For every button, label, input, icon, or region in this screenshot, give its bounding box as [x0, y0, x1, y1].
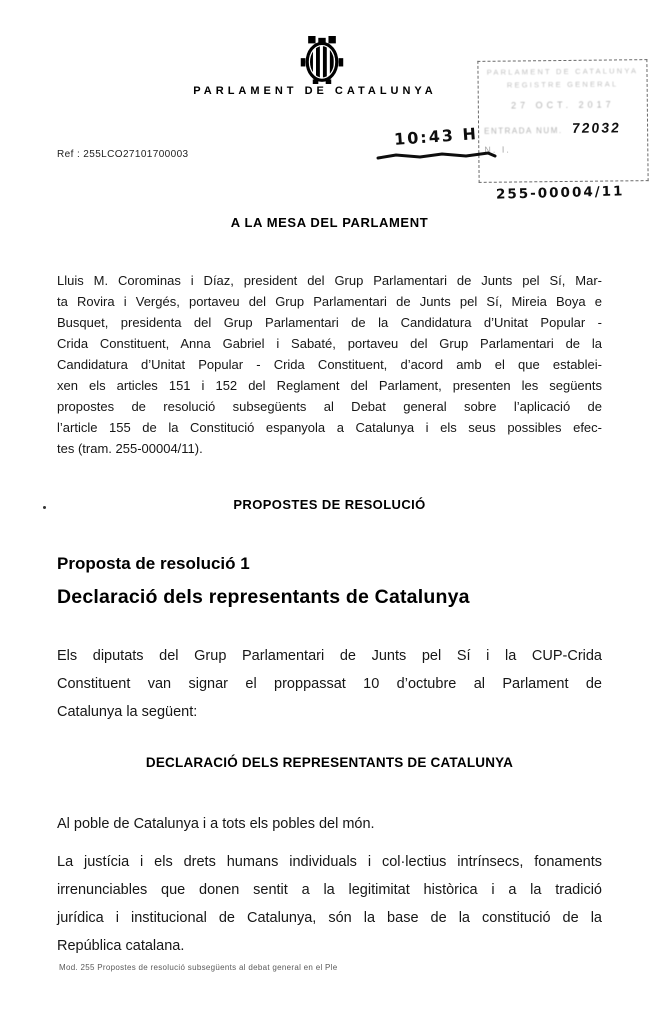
justicia-line: jurídica i institucional de Catalunya, són la base de la constitució de la	[57, 910, 602, 926]
stamp-faded-line1: PARLAMENT DE CATALUNYA	[486, 66, 639, 77]
signing-paragraph	[57, 642, 602, 726]
intro-line: propostes de resolució subsegüents al Debat general sobre l’aplicació de	[57, 399, 602, 414]
stamp-entry-label: ENTRADA NUM.	[484, 126, 563, 136]
poble-line: Al poble de Catalunya i a tots els pobles del món.	[57, 816, 375, 832]
intro-line: xen els articles 151 i 152 del Reglament del Parlament, presenten les següents	[57, 378, 602, 393]
stamp-date: 27 OCT. 2017	[511, 99, 615, 111]
stamp-ni-label: N. I.	[484, 144, 511, 155]
parlament-emblem-icon	[299, 36, 345, 84]
intro-line: Lluis M. Corominas i Díaz, president del Grup Parlamentari de Junts pel Sí, Mar-	[57, 273, 602, 288]
intro-line: Crida Constituent, Anna Gabriel i Sabaté, portaveu del Grup Parlamentari de la	[57, 336, 602, 351]
handwritten-tram-number: 255-00004/11	[495, 183, 625, 203]
stamp-entry-row	[484, 119, 642, 137]
page-footer: Mod. 255 Propostes de resolució subsegüents al debat general en el Ple	[59, 963, 338, 972]
intro-paragraph	[57, 270, 602, 459]
intro-line: ta Rovira i Vergés, portaveu del Grup Parlamentari de Junts pel Sí, Mireia Boya e	[57, 294, 602, 309]
justicia-line-last: República catalana.	[57, 938, 185, 954]
handwritten-time: 10:43 H	[393, 124, 479, 149]
intro-line: l’article 155 de la Constitució espanyola a Catalunya i els seus possibles efec-	[57, 420, 602, 435]
brand-title: PARLAMENT DE CATALUNYA	[193, 85, 437, 97]
signing-line: Els diputats del Grup Parlamentari de Junts pel Sí i la CUP-Crida	[57, 648, 602, 664]
ref-number: Ref : 255LCO27101700003	[57, 149, 189, 160]
intro-line-last: tes (tram. 255-00004/11).	[57, 441, 203, 456]
intro-line: Candidatura d’Unitat Popular - Crida Constituent, d’acord amb el que establei-	[57, 357, 602, 372]
justicia-line: La justícia i els drets humans individuals i col·lectius intrínsecs, fonaments	[57, 854, 602, 870]
signing-line: Constituent van signar el proppassat 10 d’octubre al Parlament de	[57, 676, 602, 692]
time-underline-stroke	[376, 149, 498, 161]
heading-declaracio: DECLARACIÓ DELS REPRESENTANTS DE CATALUNYA	[145, 755, 514, 770]
heading-mesa: A LA MESA DEL PARLAMENT	[230, 215, 429, 230]
scan-artifact-dot	[43, 506, 46, 509]
intro-line: Busquet, presidenta del Grup Parlamentari de la Candidatura d’Unitat Popular -	[57, 315, 602, 330]
stamp-entry-number: 72032	[571, 119, 623, 136]
registry-stamp	[477, 59, 648, 183]
justicia-line: irrenunciables que donen sentit a la legitimitat històrica i a la tradició	[57, 882, 602, 898]
proposta-1-title: Proposta de resolució 1	[57, 554, 250, 573]
signing-line-last: Catalunya la següent:	[57, 704, 198, 720]
proposta-1-subtitle: Declaració dels representants de Catalunya	[57, 586, 470, 608]
justicia-paragraph	[57, 848, 602, 960]
stamp-faded-line2: REGISTRE GENERAL	[506, 79, 619, 90]
heading-propostes: PROPOSTES DE RESOLUCIÓ	[233, 497, 426, 512]
